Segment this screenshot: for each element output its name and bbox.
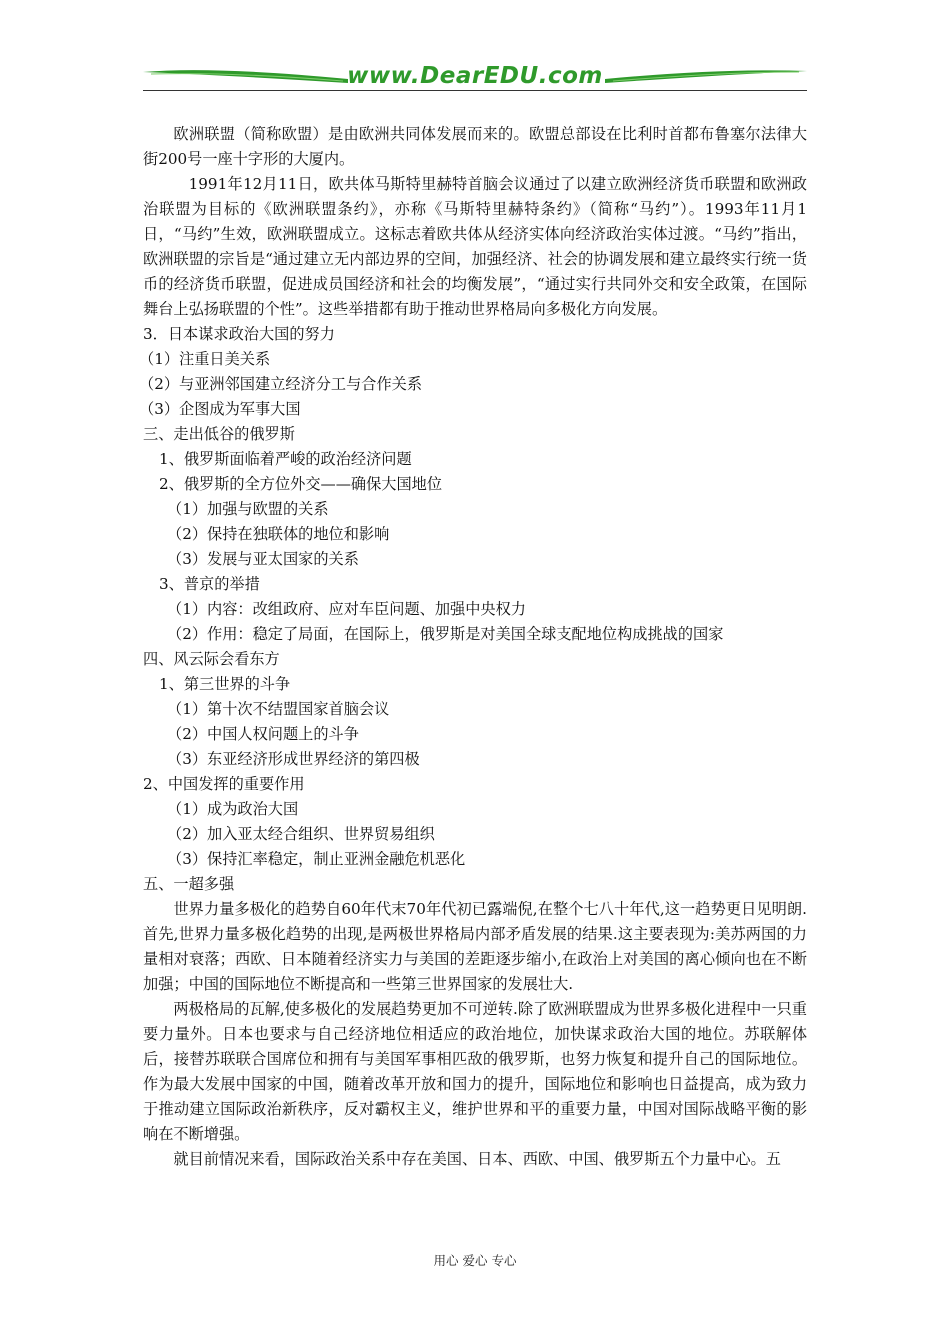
section-subheading: 2、中国发挥的重要作用: [143, 775, 305, 793]
section-subheading: 2、俄罗斯的全方位外交——确保大国地位: [159, 475, 443, 493]
site-logo-text: www.DearEDU.com: [347, 63, 603, 89]
section-subheading: 1、俄罗斯面临着严峻的政治经济问题: [159, 450, 412, 468]
body-paragraph: 世界力量多极化的趋势自60年代末70年代初已露端倪,在整个七八十年代,这一趋势更日见明朗.首先,世界力量多极化趋势的出现,是两极世界格局内部矛盾发展的结果.这主要表现为:美苏两国的力量相对衰落；西欧、日本随着经济实力与美国的差距逐步缩小,在政治上对美国的离心倾向也在不断加强；中国的国际地位不断提高和一些第三世界国家的发展壮大.: [143, 900, 807, 993]
list-item: （1）加强与欧盟的关系: [167, 500, 329, 518]
list-item: （3）保持汇率稳定，制止亚洲金融危机恶化: [167, 850, 466, 868]
section-subheading: 3．日本谋求政治大国的努力: [143, 325, 335, 343]
section-heading: 四、风云际会看东方: [143, 650, 280, 668]
list-item: （3）东亚经济形成世界经济的第四极: [167, 750, 420, 768]
section-subheading: 1、第三世界的斗争: [159, 675, 291, 693]
body-paragraph: 就目前情况来看，国际政治关系中存在美国、日本、西欧、中国、俄罗斯五个力量中心。五: [173, 1150, 781, 1168]
list-item: （3）发展与亚太国家的关系: [167, 550, 359, 568]
list-item: （2）加入亚太经合组织、世界贸易组织: [167, 825, 435, 843]
section-heading: 五、一超多强: [143, 875, 235, 893]
list-item: （2）保持在独联体的地位和影响: [167, 525, 390, 543]
list-item: （1）注重日美关系: [139, 350, 271, 368]
list-item: （2）中国人权问题上的斗争: [167, 725, 359, 743]
list-item: （1）成为政治大国: [167, 800, 299, 818]
list-item: （2）与亚洲邻国建立经济分工与合作关系: [139, 375, 423, 393]
document-body: [139, 122, 807, 1172]
header-rule: [143, 90, 807, 91]
section-subheading: 3、普京的举措: [159, 575, 260, 593]
list-item: （1）第十次不结盟国家首脑会议: [167, 700, 390, 718]
list-item: （1）内容：改组政府、应对车臣问题、加强中央权力: [167, 600, 526, 618]
body-paragraph: 欧洲联盟（简称欧盟）是由欧洲共同体发展而来的。欧盟总部设在比利时首都布鲁塞尔法律大街200号一座十字形的大厦内。: [143, 125, 807, 168]
page-footer: 用心 爱心 专心: [433, 1253, 517, 1268]
list-item: （2）作用：稳定了局面，在国际上，俄罗斯是对美国全球支配地位构成挑战的国家: [167, 625, 724, 643]
section-heading: 三、走出低谷的俄罗斯: [143, 425, 295, 443]
page-header: [143, 62, 807, 92]
body-paragraph: 1991年12月11日，欧共体马斯特里赫特首脑会议通过了以建立欧洲经济货币联盟和欧洲政治联盟为目标的《欧洲联盟条约》，亦称《马斯特里赫特条约》（简称“马约”）。1993年11月1日，“马约”生效，欧洲联盟成立。这标志着欧共体从经济实体向经济政治实体过渡。“马约”指出，欧洲联盟的宗旨是“通过建立无内部边界的空间，加强经济、社会的协调发展和建立最终实行统一货币的经济货币联盟，促进成员国经济和社会的均衡发展”，“通过实行共同外交和安全政策，在国际舞台上弘扬联盟的个性”。这些举措都有助于推动世界格局向多极化方向发展。: [143, 175, 807, 318]
body-paragraph: 两极格局的瓦解,使多极化的发展趋势更加不可逆转.除了欧洲联盟成为世界多极化进程中一只重要力量外。日本也要求与自己经济地位相适应的政治地位，加快谋求政治大国的地位。苏联解体后，接替苏联联合国席位和拥有与美国军事相匹敌的俄罗斯，也努力恢复和提升自己的国际地位。作为最大发展中国家的中国，随着改革开放和国力的提升，国际地位和影响也日益提高，成为致力于推动建立国际政治新秩序，反对霸权主义，维护世界和平的重要力量，中国对国际战略平衡的影响在不断增强。: [143, 1000, 807, 1143]
list-item: （3）企图成为军事大国: [139, 400, 301, 418]
